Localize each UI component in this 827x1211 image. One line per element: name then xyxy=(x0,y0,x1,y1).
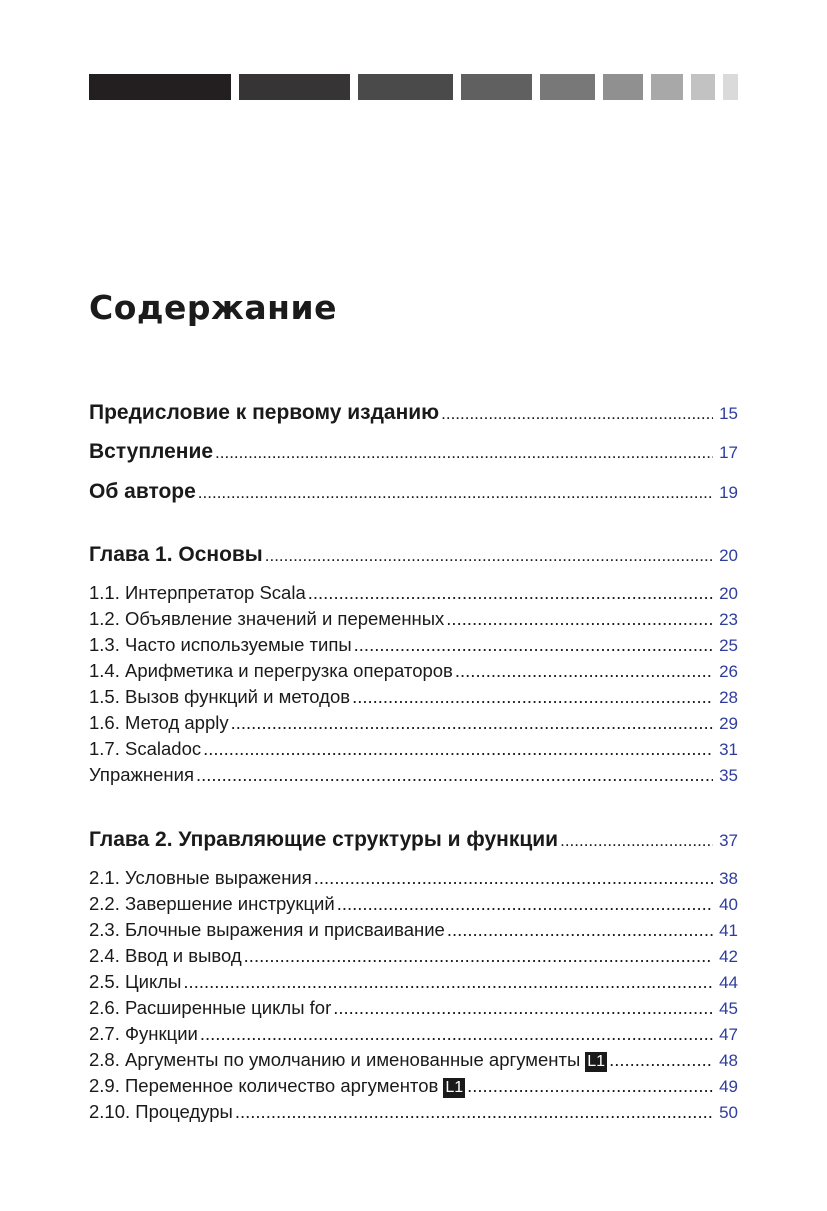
toc-section[interactable] xyxy=(89,1023,738,1045)
toc-entry-label: 2.8. Аргументы по умолчанию и именованные аргументы xyxy=(89,1049,581,1070)
level-badge: L1 xyxy=(587,1053,606,1070)
toc-leader xyxy=(467,1075,713,1097)
toc-entry-label: Глава 2. Управляющие структуры и функции xyxy=(89,828,559,851)
toc-leader xyxy=(337,893,713,915)
toc-leader xyxy=(354,634,713,656)
toc-entry-page[interactable]: 29 xyxy=(719,714,738,733)
toc-entry-page[interactable]: 37 xyxy=(719,831,738,850)
toc-entry-page[interactable]: 35 xyxy=(719,766,738,785)
toc-entry-label: 2.5. Циклы xyxy=(89,971,182,992)
toc-section[interactable] xyxy=(89,686,738,708)
toc-section[interactable] xyxy=(89,738,738,760)
toc-leader xyxy=(200,1023,713,1045)
toc-entry-label: 2.1. Условные выражения xyxy=(89,867,312,888)
header-bar-segment xyxy=(239,74,350,100)
toc-leader xyxy=(198,483,713,503)
toc-entry-label: 2.3. Блочные выражения и присваивание xyxy=(89,919,445,940)
toc-entry-page[interactable]: 42 xyxy=(719,947,738,966)
toc-entry-label: 2.2. Завершение инструкций xyxy=(89,893,335,914)
toc-leader xyxy=(244,945,713,967)
toc-section[interactable] xyxy=(89,634,738,656)
toc-section[interactable] xyxy=(89,867,738,889)
toc-entry-page[interactable]: 20 xyxy=(719,584,738,603)
header-bar-segment xyxy=(603,74,643,100)
level-badge: L1 xyxy=(445,1079,464,1096)
toc-entry-label: 1.2. Объявление значений и переменных xyxy=(89,608,445,629)
toc-entry-page[interactable]: 31 xyxy=(719,740,738,759)
header-bar-segment xyxy=(691,74,715,100)
toc-chapter[interactable] xyxy=(89,543,738,567)
toc-entry-page[interactable]: 20 xyxy=(719,546,738,565)
toc-section[interactable] xyxy=(89,582,738,604)
toc-entry-label: 2.10. Процедуры xyxy=(89,1101,233,1122)
toc-entry-page[interactable]: 45 xyxy=(719,999,738,1018)
toc-entry-label: 2.6. Расширенные циклы for xyxy=(89,997,332,1018)
toc-leader xyxy=(231,712,713,734)
toc-entry-page[interactable]: 28 xyxy=(719,688,738,707)
toc-leader xyxy=(183,971,713,993)
toc-section[interactable] xyxy=(89,893,738,915)
toc-leader xyxy=(314,867,713,889)
toc-entry-label: 1.1. Интерпретатор Scala xyxy=(89,582,306,603)
toc-entry-page[interactable]: 44 xyxy=(719,973,738,992)
toc-leader xyxy=(215,443,713,463)
toc-section[interactable] xyxy=(89,608,738,630)
toc-entry-label: 1.7. Scaladoc xyxy=(89,738,202,759)
toc-section[interactable] xyxy=(89,997,738,1019)
toc-entry-page[interactable]: 38 xyxy=(719,869,738,888)
header-bar-segment xyxy=(89,74,231,100)
header-bar-segment xyxy=(461,74,532,100)
toc-section[interactable] xyxy=(89,764,738,786)
toc-entry-label: 1.4. Арифметика и перегрузка операторов xyxy=(89,660,453,681)
toc-entry-label: 2.7. Функции xyxy=(89,1023,198,1044)
toc-section[interactable] xyxy=(89,712,738,734)
toc-entry-label: 2.4. Ввод и вывод xyxy=(89,945,242,966)
toc-section[interactable] xyxy=(89,660,738,682)
toc-entry-label: Об авторе xyxy=(89,480,196,503)
toc-entry-label: Упражнения xyxy=(89,764,194,785)
toc-entry-page[interactable]: 23 xyxy=(719,610,738,629)
toc-entry-page[interactable]: 17 xyxy=(719,443,738,462)
toc-section[interactable] xyxy=(89,971,738,993)
toc-section[interactable] xyxy=(89,1049,738,1072)
header-bar-segment xyxy=(723,74,738,100)
toc-chapter[interactable] xyxy=(89,828,738,852)
toc-entry-page[interactable]: 49 xyxy=(719,1077,738,1096)
toc-entry-label: 1.3. Часто используемые типы xyxy=(89,634,352,655)
toc-entry-page[interactable]: 15 xyxy=(719,404,738,423)
toc-entry[interactable] xyxy=(89,401,738,425)
toc-leader xyxy=(447,919,713,941)
toc-entry-page[interactable]: 47 xyxy=(719,1025,738,1044)
toc-entry-page[interactable]: 50 xyxy=(719,1103,738,1122)
header-bar-segment xyxy=(540,74,595,100)
toc-leader xyxy=(196,764,713,786)
toc-entry-label: Предисловие к первому изданию xyxy=(89,401,440,424)
page-title: Содержание xyxy=(89,288,337,327)
toc-entry-page[interactable]: 40 xyxy=(719,895,738,914)
toc-section[interactable] xyxy=(89,1101,738,1123)
toc-section[interactable] xyxy=(89,919,738,941)
toc-section[interactable] xyxy=(89,945,738,967)
toc-leader xyxy=(352,686,713,708)
toc-leader xyxy=(560,831,713,851)
toc-entry[interactable] xyxy=(89,440,738,464)
toc-leader xyxy=(265,546,713,566)
toc-leader xyxy=(235,1101,713,1123)
toc-leader xyxy=(333,997,713,1019)
toc-entry-label: 2.9. Переменное количество аргументов xyxy=(89,1075,439,1096)
toc-entry-page[interactable]: 48 xyxy=(719,1051,738,1070)
toc-leader xyxy=(446,608,713,630)
toc-entry-label: 1.5. Вызов функций и методов xyxy=(89,686,351,707)
toc-leader xyxy=(455,660,713,682)
toc-entry[interactable] xyxy=(89,480,738,504)
toc-leader xyxy=(441,404,713,424)
toc-entry-page[interactable]: 19 xyxy=(719,483,738,502)
toc-entry-label: Вступление xyxy=(89,440,214,463)
toc-entry-label: Глава 1. Основы xyxy=(89,543,263,566)
toc-entry-page[interactable]: 26 xyxy=(719,662,738,681)
toc-leader xyxy=(609,1049,713,1071)
toc-section[interactable] xyxy=(89,1075,738,1098)
toc-entry-page[interactable]: 25 xyxy=(719,636,738,655)
toc-entry-label: 1.6. Метод apply xyxy=(89,712,229,733)
header-bar-segment xyxy=(358,74,453,100)
header-bar-segment xyxy=(651,74,683,100)
toc-leader xyxy=(308,582,713,604)
toc-leader xyxy=(203,738,713,760)
toc-entry-page[interactable]: 41 xyxy=(719,921,738,940)
